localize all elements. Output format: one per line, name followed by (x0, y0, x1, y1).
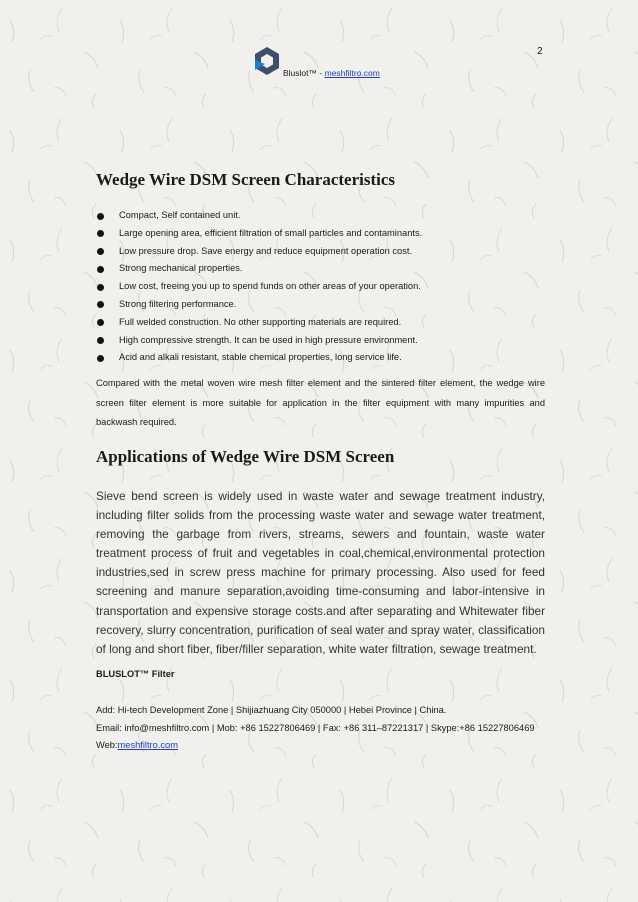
characteristics-list (96, 207, 422, 367)
list-item (96, 296, 422, 314)
web-label: Web: (96, 740, 118, 751)
web-link[interactable]: meshfiltro.com (117, 740, 178, 751)
list-item (96, 314, 422, 332)
header-website-link[interactable]: meshfiltro.com (324, 68, 380, 78)
characteristics-heading: Wedge Wire DSM Screen Characteristics (96, 170, 396, 189)
list-item (96, 349, 422, 367)
list-item-text: High compressive strength. It can be used in high pressure environment. (119, 334, 418, 345)
list-item (96, 260, 422, 278)
bullet-dot-icon (97, 355, 104, 362)
contact-block (96, 702, 545, 755)
applications-paragraph: Sieve bend screen is widely used in waste water and sewage treatment industry, including filter solids from the processing waste water and sewage water treatment, removing the garbage from rivers, streams, sewers and fountain, waste water treatment process of fruit and vegetables in coal,chemical,environmental protection industries,sed in screw press machine for primary processing. Also used for feed screening and manure separation,avoiding time-consuming and labor-intensive in transportation and expensive storage costs.and after separating and Whitewater fiber recovery, slurry concentration, purification of seal water and spray water, classification of long and short fiber, fiber/filler separation, white water filtration, sewage treatment. (96, 489, 545, 656)
bullet-dot-icon (97, 213, 104, 220)
bullet-dot-icon (97, 337, 104, 344)
web-line (96, 737, 545, 755)
list-item-text: Acid and alkali resistant, stable chemical properties, long service life. (119, 352, 402, 363)
address-line: Add: Hi-tech Development Zone | Shijiazhuang City 050000 | Hebei Province | China. (96, 705, 447, 715)
company-name: BLUSLOT™ Filter (96, 669, 175, 679)
header-brand-line (283, 68, 380, 78)
applications-heading: Applications of Wedge Wire DSM Screen (96, 447, 395, 466)
bullet-dot-icon (97, 266, 104, 273)
list-item-text: Full welded construction. No other supporting materials are required. (119, 316, 402, 327)
list-item-text: Large opening area, efficient filtration of small particles and contaminants. (119, 227, 423, 238)
list-item (96, 278, 422, 296)
list-item-text: Strong filtering performance. (119, 298, 237, 309)
header-brand: Bluslot™ (283, 68, 318, 78)
header-separator: - (317, 68, 325, 78)
list-item (96, 243, 422, 261)
list-item (96, 225, 422, 243)
comparison-paragraph: Compared with the metal woven wire mesh filter element and the sintered filter element, the wedge wire screen filter element is more suitable for application in the filter equipment with many impurities and backwash required. (96, 378, 545, 427)
list-item (96, 332, 422, 350)
bullet-dot-icon (97, 319, 104, 326)
bullet-dot-icon (97, 248, 104, 255)
bullet-dot-icon (97, 301, 104, 308)
bluslot-logo-icon (254, 46, 280, 76)
list-item-text: Low cost, freeing you up to spend funds on other areas of your operation. (119, 281, 421, 292)
page-number: 2 (537, 46, 543, 57)
bullet-dot-icon (97, 284, 104, 291)
bullet-dot-icon (97, 230, 104, 237)
list-item-text: Strong mechanical properties. (119, 263, 243, 274)
list-item-text: Compact, Self contained unit. (119, 210, 241, 220)
contact-line: Email: info@meshfiltro.com | Mob: +86 15227806469 | Fax: +86 311–87221317 | Skype:+86 15227806469 (96, 722, 535, 733)
list-item-text: Low pressure drop. Save energy and reduce equipment operation cost. (119, 245, 413, 256)
list-item (96, 207, 422, 225)
